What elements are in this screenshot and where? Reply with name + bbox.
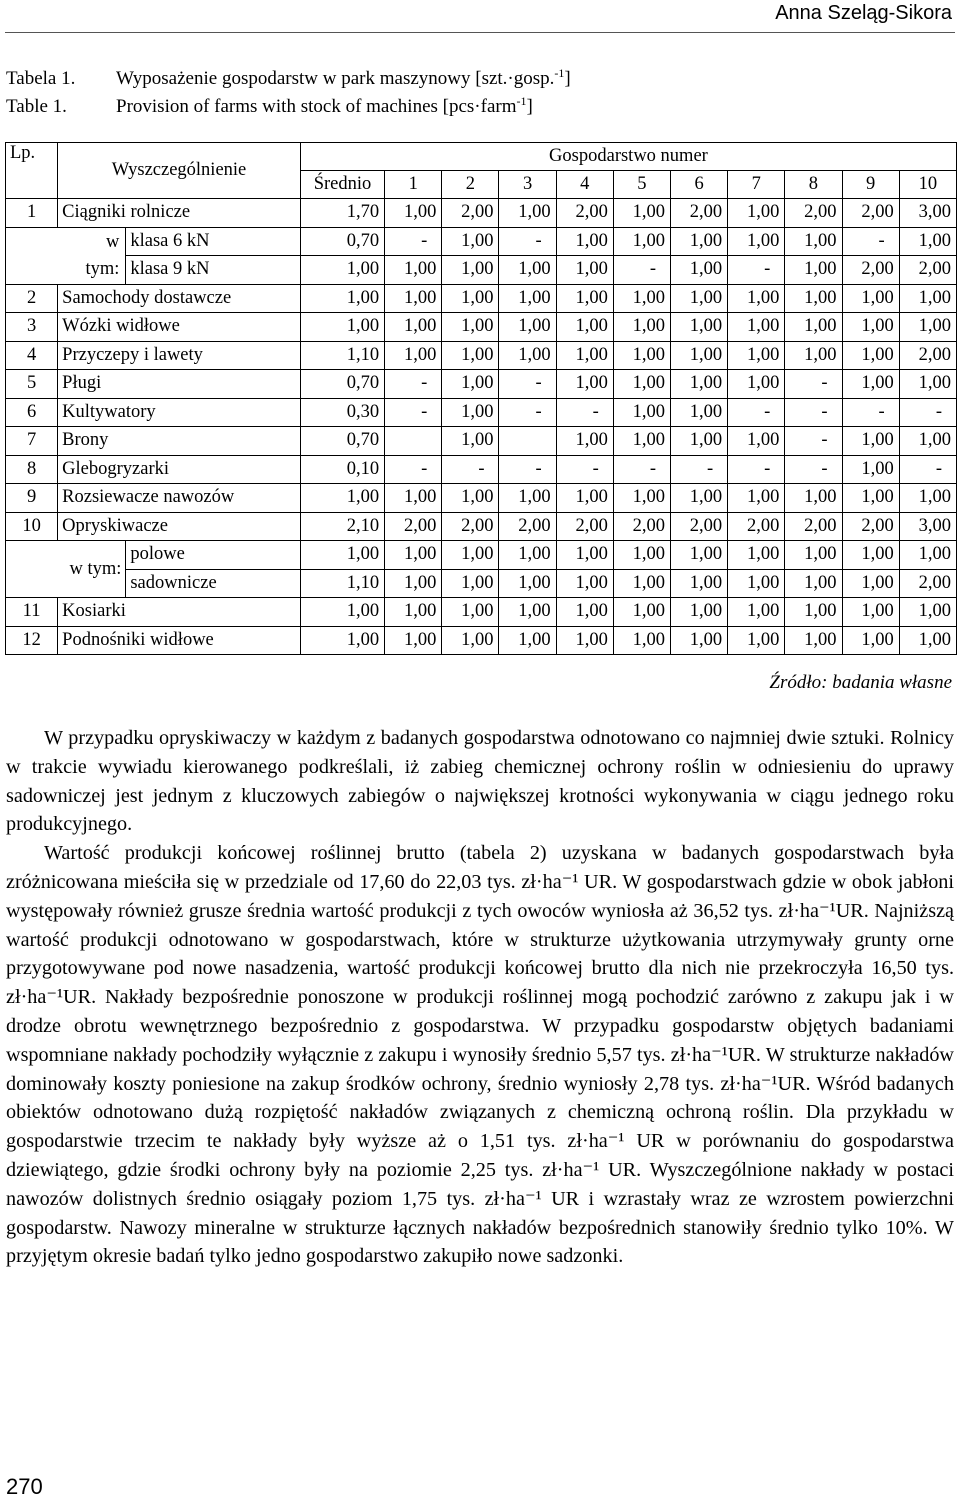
cell-farm-1: 1,00 — [385, 284, 442, 313]
header-farm-10: 10 — [899, 171, 956, 199]
row-lp: 8 — [6, 455, 58, 484]
body-text — [6, 724, 954, 1271]
cell-farm-4: 2,00 — [556, 512, 613, 541]
header-farm-8: 8 — [785, 171, 842, 199]
cell-farm-9: 1,00 — [842, 541, 899, 570]
row-average: 0,10 — [300, 455, 384, 484]
cell-farm-1: 1,00 — [385, 256, 442, 285]
cell-farm-5: 2,00 — [613, 512, 670, 541]
cell-farm-2: 2,00 — [442, 512, 499, 541]
row-name: Przyczepy i lawety — [58, 341, 301, 370]
cell-farm-7: 1,00 — [728, 199, 785, 228]
cell-farm-5: - — [613, 455, 670, 484]
cell-farm-10: - — [899, 398, 956, 427]
row-name: Ciągniki rolnicze — [58, 199, 301, 228]
header-lp: Lp. — [6, 143, 58, 199]
cell-farm-5: 1,00 — [613, 598, 670, 627]
row-subgroup-label: w tym: — [6, 541, 126, 598]
cell-farm-10: - — [899, 455, 956, 484]
cell-farm-8: - — [785, 455, 842, 484]
cell-farm-5: 1,00 — [613, 484, 670, 513]
row-name: Opryskiwacze — [58, 512, 301, 541]
row-name: Brony — [58, 427, 301, 456]
header-farm-9: 9 — [842, 171, 899, 199]
cell-farm-9: 1,00 — [842, 626, 899, 655]
row-lp: 6 — [6, 398, 58, 427]
cell-farm-3: - — [499, 455, 556, 484]
cell-farm-3: 1,00 — [499, 484, 556, 513]
cell-farm-10: 2,00 — [899, 256, 956, 285]
cell-farm-7: 1,00 — [728, 484, 785, 513]
row-name: klasa 6 kN — [126, 227, 301, 256]
row-average: 0,30 — [300, 398, 384, 427]
cell-farm-10: 1,00 — [899, 427, 956, 456]
header-farm-6: 6 — [671, 171, 728, 199]
cell-farm-8: 1,00 — [785, 569, 842, 598]
cell-farm-10: 1,00 — [899, 227, 956, 256]
cell-farm-9: 1,00 — [842, 455, 899, 484]
cell-farm-10: 2,00 — [899, 569, 956, 598]
cell-farm-7: 1,00 — [728, 284, 785, 313]
cell-farm-6: 1,00 — [671, 256, 728, 285]
cell-farm-8: 2,00 — [785, 512, 842, 541]
caption-label-pl: Tabela 1. — [6, 68, 76, 89]
cell-farm-3: 2,00 — [499, 512, 556, 541]
cell-farm-9: 2,00 — [842, 256, 899, 285]
row-name: Kosiarki — [58, 598, 301, 627]
caption-sup-pl: -1 — [554, 66, 565, 80]
cell-farm-6: 1,00 — [671, 427, 728, 456]
row-average: 0,70 — [300, 227, 384, 256]
cell-farm-10: 1,00 — [899, 370, 956, 399]
table-row — [6, 284, 957, 313]
subgroup-label-line-2: tym: — [85, 258, 120, 279]
cell-farm-5: 1,00 — [613, 313, 670, 342]
row-average: 1,10 — [300, 341, 384, 370]
cell-farm-4: 1,00 — [556, 626, 613, 655]
cell-farm-10: 1,00 — [899, 626, 956, 655]
row-name: Wózki widłowe — [58, 313, 301, 342]
cell-farm-9: 1,00 — [842, 370, 899, 399]
table-row — [6, 626, 957, 655]
row-name: klasa 9 kN — [126, 256, 301, 285]
cell-farm-6: 1,00 — [671, 398, 728, 427]
cell-farm-8: 1,00 — [785, 541, 842, 570]
cell-farm-4: 2,00 — [556, 199, 613, 228]
cell-farm-1: 1,00 — [385, 598, 442, 627]
cell-farm-9: - — [842, 227, 899, 256]
cell-farm-1: 1,00 — [385, 541, 442, 570]
row-subgroup-label — [6, 227, 126, 284]
cell-farm-5: 1,00 — [613, 427, 670, 456]
cell-farm-8: 1,00 — [785, 284, 842, 313]
cell-farm-8: 1,00 — [785, 256, 842, 285]
row-lp: 9 — [6, 484, 58, 513]
header-item: Wyszczególnienie — [58, 143, 301, 199]
table-row — [6, 341, 957, 370]
header-rule — [5, 32, 955, 33]
cell-farm-6: 2,00 — [671, 512, 728, 541]
cell-farm-9: 1,00 — [842, 569, 899, 598]
cell-farm-8: - — [785, 427, 842, 456]
cell-farm-9: 1,00 — [842, 484, 899, 513]
table-row — [6, 598, 957, 627]
table-row — [6, 313, 957, 342]
row-lp: 3 — [6, 313, 58, 342]
row-lp: 10 — [6, 512, 58, 541]
cell-farm-5: 1,00 — [613, 569, 670, 598]
cell-farm-3: 1,00 — [499, 569, 556, 598]
running-header-author: Anna Szeląg-Sikora — [775, 2, 952, 24]
cell-farm-4: 1,00 — [556, 227, 613, 256]
cell-farm-6: 1,00 — [671, 313, 728, 342]
cell-farm-1: 1,00 — [385, 313, 442, 342]
cell-farm-4: 1,00 — [556, 427, 613, 456]
cell-farm-9: 1,00 — [842, 284, 899, 313]
row-lp: 11 — [6, 598, 58, 627]
cell-farm-10: 1,00 — [899, 484, 956, 513]
cell-farm-6: 1,00 — [671, 484, 728, 513]
table-row — [6, 455, 957, 484]
row-lp: 2 — [6, 284, 58, 313]
cell-farm-7: 2,00 — [728, 512, 785, 541]
cell-farm-6: 1,00 — [671, 370, 728, 399]
cell-farm-5: 1,00 — [613, 541, 670, 570]
caption-title-en: Provision of farms with stock of machines [pcs·farm — [116, 96, 517, 117]
cell-farm-2: 1,00 — [442, 398, 499, 427]
cell-farm-2: 1,00 — [442, 313, 499, 342]
table-row — [6, 227, 957, 256]
cell-farm-3: - — [499, 227, 556, 256]
cell-farm-5: 1,00 — [613, 227, 670, 256]
cell-farm-2: 1,00 — [442, 427, 499, 456]
table-row — [6, 484, 957, 513]
cell-farm-7: - — [728, 455, 785, 484]
cell-farm-1 — [385, 427, 442, 456]
cell-farm-3: 1,00 — [499, 626, 556, 655]
caption-end-pl: ] — [564, 68, 571, 89]
cell-farm-9: 1,00 — [842, 313, 899, 342]
cell-farm-9: 1,00 — [842, 598, 899, 627]
cell-farm-10: 1,00 — [899, 598, 956, 627]
cell-farm-1: 1,00 — [385, 484, 442, 513]
cell-farm-6: 1,00 — [671, 284, 728, 313]
cell-farm-3 — [499, 427, 556, 456]
row-lp: 12 — [6, 626, 58, 655]
cell-farm-9: 2,00 — [842, 199, 899, 228]
cell-farm-1: - — [385, 455, 442, 484]
cell-farm-7: - — [728, 398, 785, 427]
machinery-table — [5, 142, 957, 655]
cell-farm-4: 1,00 — [556, 341, 613, 370]
cell-farm-7: 1,00 — [728, 341, 785, 370]
cell-farm-7: 1,00 — [728, 569, 785, 598]
cell-farm-5: - — [613, 256, 670, 285]
row-average: 1,70 — [300, 199, 384, 228]
row-name: Pługi — [58, 370, 301, 399]
cell-farm-3: 1,00 — [499, 598, 556, 627]
caption-end-en: ] — [526, 96, 533, 117]
row-average: 1,00 — [300, 484, 384, 513]
cell-farm-9: - — [842, 398, 899, 427]
cell-farm-3: 1,00 — [499, 541, 556, 570]
cell-farm-4: 1,00 — [556, 541, 613, 570]
cell-farm-4: 1,00 — [556, 484, 613, 513]
cell-farm-6: 2,00 — [671, 199, 728, 228]
cell-farm-3: - — [499, 370, 556, 399]
cell-farm-7: - — [728, 256, 785, 285]
cell-farm-4: - — [556, 398, 613, 427]
table-row — [6, 427, 957, 456]
row-lp: 5 — [6, 370, 58, 399]
table-header-row-1 — [6, 143, 957, 171]
row-average: 1,00 — [300, 313, 384, 342]
row-average: 0,70 — [300, 370, 384, 399]
cell-farm-7: 1,00 — [728, 227, 785, 256]
cell-farm-4: 1,00 — [556, 256, 613, 285]
page-number: 270 — [6, 1474, 43, 1499]
row-average: 2,10 — [300, 512, 384, 541]
table-row — [6, 398, 957, 427]
header-farm-7: 7 — [728, 171, 785, 199]
subgroup-label-line-1: w — [105, 231, 120, 252]
cell-farm-2: 1,00 — [442, 626, 499, 655]
cell-farm-7: 1,00 — [728, 370, 785, 399]
cell-farm-1: 1,00 — [385, 626, 442, 655]
cell-farm-2: 1,00 — [442, 541, 499, 570]
cell-farm-3: - — [499, 398, 556, 427]
cell-farm-10: 1,00 — [899, 284, 956, 313]
row-lp: 7 — [6, 427, 58, 456]
header-farm-1: 1 — [385, 171, 442, 199]
row-average: 0,70 — [300, 427, 384, 456]
table-row — [6, 256, 957, 285]
row-average: 1,00 — [300, 598, 384, 627]
cell-farm-1: 1,00 — [385, 199, 442, 228]
cell-farm-7: 1,00 — [728, 541, 785, 570]
cell-farm-3: 1,00 — [499, 256, 556, 285]
row-name: polowe — [126, 541, 301, 570]
cell-farm-5: 1,00 — [613, 199, 670, 228]
cell-farm-4: - — [556, 455, 613, 484]
cell-farm-8: 1,00 — [785, 626, 842, 655]
table-caption-pl — [6, 68, 571, 90]
cell-farm-2: 2,00 — [442, 199, 499, 228]
cell-farm-2: 1,00 — [442, 370, 499, 399]
cell-farm-7: 1,00 — [728, 313, 785, 342]
row-average: 1,00 — [300, 626, 384, 655]
cell-farm-3: 1,00 — [499, 341, 556, 370]
cell-farm-10: 3,00 — [899, 512, 956, 541]
cell-farm-2: 1,00 — [442, 256, 499, 285]
row-lp: 4 — [6, 341, 58, 370]
cell-farm-4: 1,00 — [556, 284, 613, 313]
row-name: sadownicze — [126, 569, 301, 598]
cell-farm-6: 1,00 — [671, 569, 728, 598]
cell-farm-7: 1,00 — [728, 626, 785, 655]
cell-farm-8: 1,00 — [785, 598, 842, 627]
caption-label-en: Table 1. — [6, 96, 67, 117]
cell-farm-9: 1,00 — [842, 427, 899, 456]
row-name: Kultywatory — [58, 398, 301, 427]
cell-farm-1: - — [385, 227, 442, 256]
cell-farm-3: 1,00 — [499, 284, 556, 313]
row-name: Samochody dostawcze — [58, 284, 301, 313]
cell-farm-6: 1,00 — [671, 541, 728, 570]
cell-farm-9: 2,00 — [842, 512, 899, 541]
table-row — [6, 512, 957, 541]
header-farm-3: 3 — [499, 171, 556, 199]
cell-farm-1: 1,00 — [385, 341, 442, 370]
paragraph-2: Wartość produkcji końcowej roślinnej brutto (tabela 2) uzyskana w badanych gospodarstwach była zróżnicowana mieściła się w przedziale od 17,60 do 22,03 tys. zł·ha⁻¹ UR. W gospodarstwach gdzie w obok jabłoni występowały również grusze średnia wartość produkcji z tych owoców wyniosła aż 36,52 tys. zł·ha⁻¹UR. Najniższą wartość produkcji odnotowano w gospodarstwach, które w strukturze użytkowania utrzymywały grunty orne przygotowywane pod nowe nasadzenia, wartość produkcji końcowej brutto dla nich nie przekroczyła 16,50 tys. zł·ha⁻¹UR. Nakłady bezpośrednie ponoszone w produkcji roślinnej mogą pochodzić zarówno z zakupu jak i w drodze obrotu wewnętrznego bezpośrednio z gospodarstwa. W przypadku gospodarstw objętych badaniami wspomniane nakłady pochodziły wyłącznie z zakupu i wynosiły średnio 5,57 tys. zł·ha⁻¹UR. W strukturze nakładów dominowały koszty poniesione na zakup środków ochrony, średnio wyniosły 2,78 tys. zł·ha⁻¹UR. Wśród badanych obiektów odnotowano dużą rozpiętość nakładów związanych z chemiczną ochroną roślin. Dla przykładu w gospodarstwie trzecim te nakłady były wyższe aż o 1,51 tys. zł·ha⁻¹ UR w porównaniu do gospodarstwa dziewiątego, gdzie środki ochrony były na poziomie 2,25 tys. zł·ha⁻¹ UR. Wyszczególnione nakłady w postaci nawozów dolistnych średnio osiągały poziom 1,75 tys. zł·ha⁻¹ UR i wzrastały wraz ze wzrostem powierzchni gospodarstw. Nawozy mineralne w strukturze łącznych nakładów bezpośrednich stanowiły średnio tylko 10%. W przyjętym okresie badań tylko jedno gospodarstwo zakupiło nowe sadzonki. — [6, 842, 954, 1268]
cell-farm-3: 1,00 — [499, 199, 556, 228]
header-farm-5: 5 — [613, 171, 670, 199]
row-name: Rozsiewacze nawozów — [58, 484, 301, 513]
cell-farm-5: 1,00 — [613, 370, 670, 399]
cell-farm-8: 1,00 — [785, 341, 842, 370]
caption-title-pl: Wyposażenie gospodarstw w park maszynowy [szt.·gosp. — [116, 68, 555, 89]
cell-farm-1: 1,00 — [385, 569, 442, 598]
cell-farm-4: 1,00 — [556, 370, 613, 399]
cell-farm-7: 1,00 — [728, 427, 785, 456]
cell-farm-2: 1,00 — [442, 341, 499, 370]
cell-farm-4: 1,00 — [556, 313, 613, 342]
table-row — [6, 541, 957, 570]
cell-farm-2: 1,00 — [442, 227, 499, 256]
cell-farm-5: 1,00 — [613, 398, 670, 427]
header-farm-2: 2 — [442, 171, 499, 199]
cell-farm-10: 3,00 — [899, 199, 956, 228]
cell-farm-5: 1,00 — [613, 284, 670, 313]
cell-farm-8: 1,00 — [785, 313, 842, 342]
cell-farm-1: - — [385, 370, 442, 399]
row-name: Glebogryzarki — [58, 455, 301, 484]
header-farm-4: 4 — [556, 171, 613, 199]
row-average: 1,00 — [300, 541, 384, 570]
cell-farm-6: 1,00 — [671, 341, 728, 370]
cell-farm-10: 1,00 — [899, 541, 956, 570]
cell-farm-1: - — [385, 398, 442, 427]
cell-farm-8: 2,00 — [785, 199, 842, 228]
cell-farm-6: 1,00 — [671, 227, 728, 256]
cell-farm-2: 1,00 — [442, 569, 499, 598]
table-caption-en — [6, 96, 533, 118]
cell-farm-2: 1,00 — [442, 484, 499, 513]
header-average: Średnio — [300, 171, 384, 199]
cell-farm-6: - — [671, 455, 728, 484]
cell-farm-6: 1,00 — [671, 626, 728, 655]
cell-farm-5: 1,00 — [613, 626, 670, 655]
cell-farm-10: 1,00 — [899, 313, 956, 342]
cell-farm-4: 1,00 — [556, 569, 613, 598]
cell-farm-2: - — [442, 455, 499, 484]
cell-farm-5: 1,00 — [613, 341, 670, 370]
paragraph-1: W przypadku opryskiwaczy w każdym z badanych gospodarstwa odnotowano co najmniej dwie sztuki. Rolnicy w trakcie wywiadu kierowanego podkreślali, iż zabieg chemicznej ochrony roślin w odniesieniu do uprawy sadowniczej jest jednym z kluczowych zabiegów o największej krotności wykonywania w ciągu jednego roku produkcyjnego. — [6, 727, 954, 836]
table-row — [6, 569, 957, 598]
table-row — [6, 199, 957, 228]
row-name: Podnośniki widłowe — [58, 626, 301, 655]
row-lp: 1 — [6, 199, 58, 228]
cell-farm-8: 1,00 — [785, 484, 842, 513]
caption-sup-en: -1 — [516, 94, 527, 108]
cell-farm-2: 1,00 — [442, 598, 499, 627]
header-farm-group: Gospodarstwo numer — [300, 143, 956, 171]
cell-farm-10: 2,00 — [899, 341, 956, 370]
row-average: 1,10 — [300, 569, 384, 598]
cell-farm-1: 2,00 — [385, 512, 442, 541]
cell-farm-6: 1,00 — [671, 598, 728, 627]
cell-farm-8: - — [785, 398, 842, 427]
table-source: Źródło: badania własne — [769, 672, 952, 693]
row-average: 1,00 — [300, 256, 384, 285]
cell-farm-8: 1,00 — [785, 227, 842, 256]
cell-farm-4: 1,00 — [556, 598, 613, 627]
cell-farm-8: - — [785, 370, 842, 399]
row-average: 1,00 — [300, 284, 384, 313]
cell-farm-7: 1,00 — [728, 598, 785, 627]
cell-farm-2: 1,00 — [442, 284, 499, 313]
cell-farm-9: 1,00 — [842, 341, 899, 370]
cell-farm-3: 1,00 — [499, 313, 556, 342]
table-row — [6, 370, 957, 399]
